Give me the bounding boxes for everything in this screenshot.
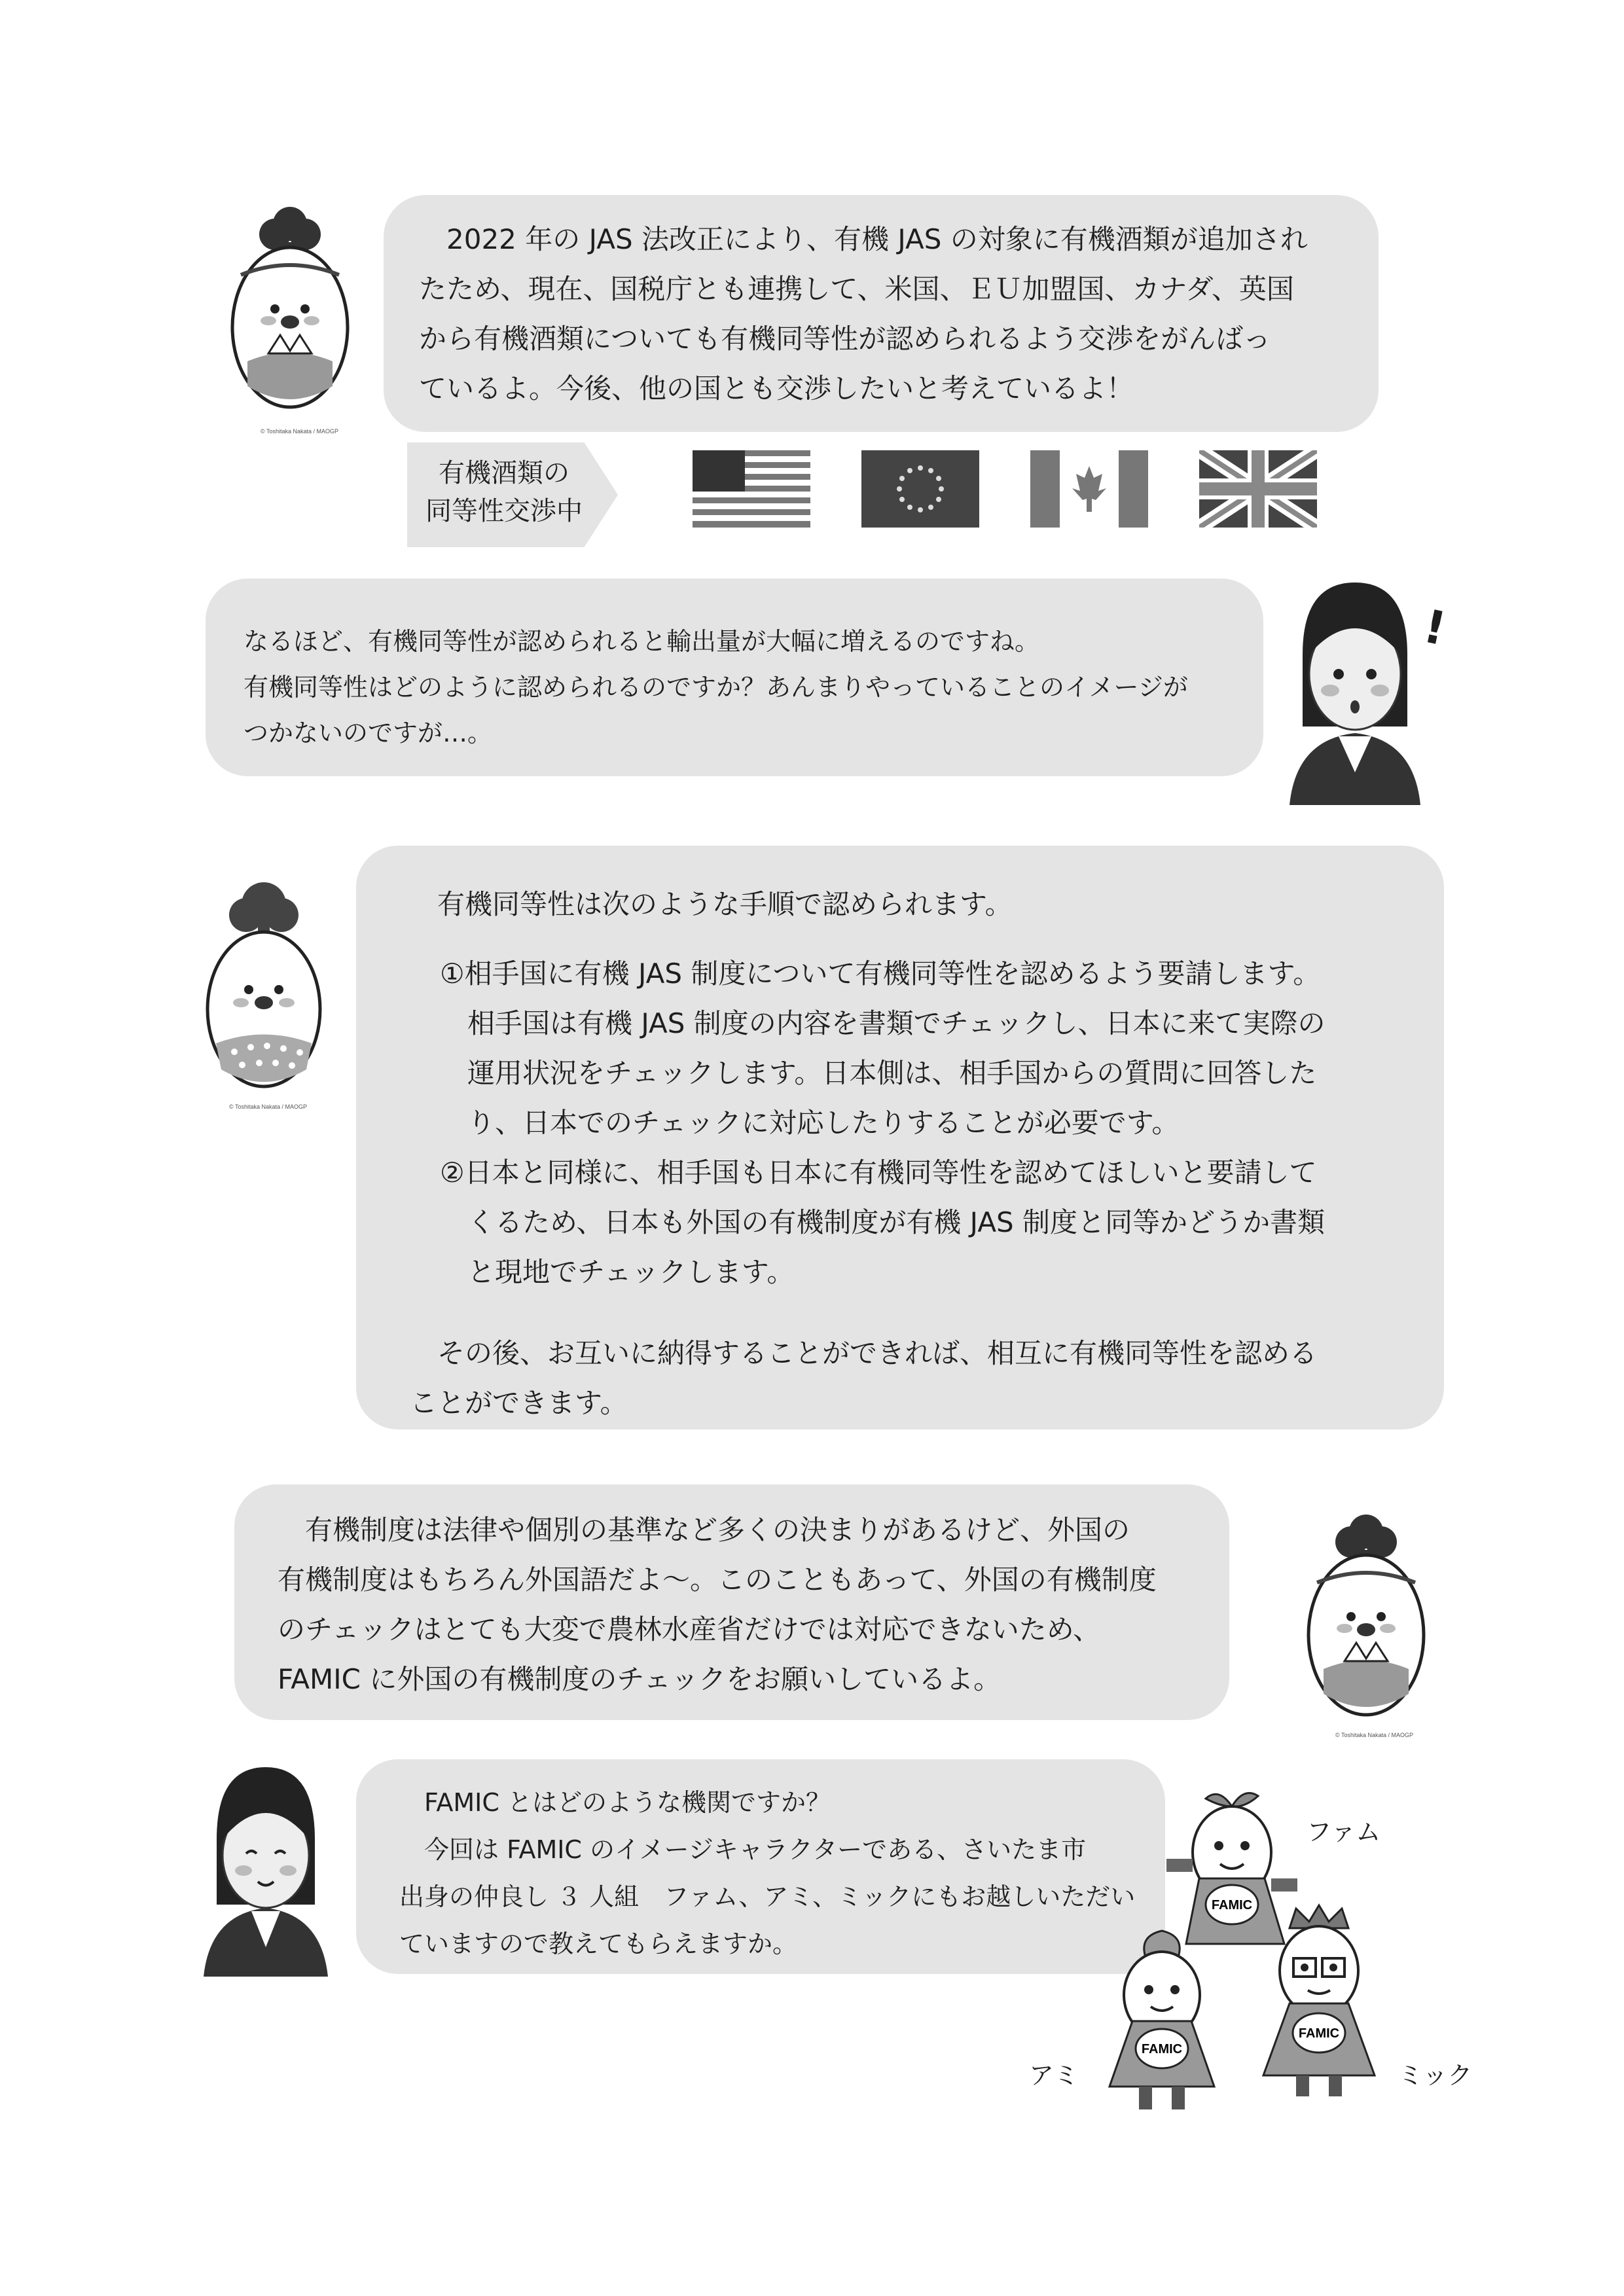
bubble-line: 有機制度はもちろん外国語だよ～。このこともあって、外国の有機制度 <box>278 1564 1157 1596</box>
bubble-line: なるほど、有機同等性が認められると輸出量が大幅に増えるのですね。 <box>244 627 1040 656</box>
bubble-line: 有機制度は法律や個別の基準など多くの決まりがあるけど、外国の <box>278 1514 1130 1546</box>
canada-flag-icon <box>1030 450 1148 528</box>
mascot-character <box>202 878 326 1094</box>
bubble-line: FAMIC に外国の有機制度のチェックをお願いしているよ。 <box>278 1663 1001 1695</box>
bubble-line: 出身の仲良し ３ 人組 ファム、アミ、ミックにもお越しいただい <box>399 1882 1136 1911</box>
bubble-line: と現地でチェックします。 <box>440 1256 795 1288</box>
famic-badge-text: FAMIC <box>1211 1898 1253 1912</box>
eu-flag-icon <box>861 450 979 528</box>
bubble-line: から有機酒類についても有機同等性が認められるよう交渉をがんばっ <box>419 323 1271 355</box>
bubble-line: 有機同等性は次のような手順で認められます。 <box>410 888 1013 920</box>
ami-name-label: アミ <box>1029 2061 1079 2090</box>
famic-badge-text: FAMIC <box>1141 2042 1183 2056</box>
bubble-line: ②日本と同様に、相手国も日本に有機同等性を認めてほしいと要請して <box>440 1157 1317 1189</box>
bubble-line: その後、お互いに納得することができれば、相互に有機同等性を認める <box>410 1337 1318 1369</box>
bubble-line: 2022 年の JAS 法改正により、有機 JAS の対象に有機酒類が追加され <box>419 223 1308 255</box>
uk-flag-icon <box>1199 450 1317 528</box>
bubble-line: FAMIC とはどのような機関ですか？ <box>399 1788 831 1817</box>
bubble-line: ①相手国に有機 JAS 制度について有機同等性を認めるよう要請します。 <box>440 958 1321 990</box>
mascot-character <box>228 196 352 419</box>
bubble-line: くるため、日本も外国の有機制度が有機 JAS 制度と同等かどうか書類 <box>440 1206 1326 1238</box>
mic-character <box>1244 1902 1394 2098</box>
bubble-line: ことができます。 <box>410 1387 628 1419</box>
surprised-woman-character <box>1283 576 1427 805</box>
bubble-line: 有機同等性はどのように認められるのですか？あんまりやっていることのイメージが <box>244 673 1188 702</box>
ami-character <box>1087 1923 1237 2113</box>
mascot-character <box>1304 1504 1428 1727</box>
copyright-credit: © Toshitaka Nakata / MAOGP <box>261 428 339 435</box>
bubble-line: つかないのですが…。 <box>244 719 493 747</box>
bubble-line: 運用状況をチェックします。日本側は、相手国からの質問に回答した <box>440 1057 1317 1089</box>
bubble-line: 今回は FAMIC のイメージキャラクターである、さいたま市 <box>399 1835 1087 1864</box>
copyright-credit: © Toshitaka Nakata / MAOGP <box>229 1103 308 1110</box>
bubble-line: 相手国は有機 JAS 制度の内容を書類でチェックし、日本に来て実際の <box>440 1007 1326 1039</box>
bubble-line: たため、現在、国税庁とも連携して、米国、ＥＵ加盟国、カナダ、英国 <box>419 273 1294 305</box>
smiling-woman-character <box>200 1761 331 1977</box>
bubble-line: ているよ。今後、他の国とも交渉したいと考えているよ！ <box>419 372 1134 404</box>
bubble-line: ていますので教えてもらえますか。 <box>399 1929 798 1958</box>
bubble-line: り、日本でのチェックに対応したりすることが必要です。 <box>440 1107 1180 1139</box>
copyright-credit: © Toshitaka Nakata / MAOGP <box>1335 1732 1414 1738</box>
famic-badge-text: FAMIC <box>1298 2026 1340 2041</box>
fam-name-label: ファム <box>1307 1818 1381 1846</box>
bubble-line: のチェックはとても大変で農林水産省だけでは対応できないため、 <box>278 1613 1101 1645</box>
negotiation-arrow-text: 有機酒類の 同等性交渉中 <box>425 458 583 526</box>
us-flag-icon <box>693 450 810 528</box>
mic-name-label: ミック <box>1398 2061 1473 2090</box>
exclamation-mark: ! <box>1418 599 1451 656</box>
